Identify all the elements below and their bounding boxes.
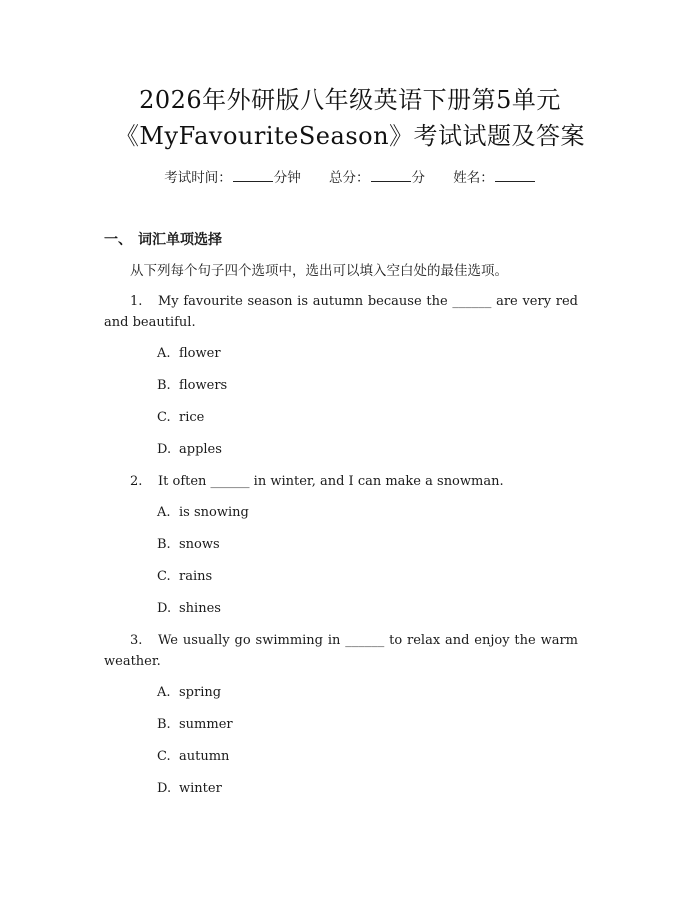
option-text: rains — [179, 569, 213, 584]
question-1-option-a — [157, 344, 221, 364]
exam-time-blank — [233, 169, 273, 182]
question-2-option-b — [157, 535, 220, 555]
exam-meta-row — [0, 168, 700, 188]
section-title: 词汇单项选择 — [138, 232, 222, 248]
question-2 — [104, 471, 578, 492]
option-letter: D. — [157, 442, 172, 457]
question-1-text: My favourite season is autumn because the ______ are very red and beautiful. — [104, 294, 578, 330]
question-1-number: 1. — [130, 294, 143, 309]
option-text: flowers — [179, 378, 228, 393]
question-3 — [104, 630, 578, 672]
question-1-option-d — [157, 440, 222, 460]
question-1 — [104, 291, 578, 333]
option-text: rice — [179, 410, 205, 425]
option-letter: B. — [157, 717, 171, 732]
option-text: apples — [179, 442, 222, 457]
option-text: is snowing — [179, 505, 249, 520]
question-3-option-b — [157, 715, 233, 735]
option-text: spring — [179, 685, 222, 700]
option-letter: B. — [157, 378, 171, 393]
question-3-option-d — [157, 779, 222, 799]
question-2-option-a — [157, 503, 249, 523]
section-instruction: 从下列每个句子四个选项中，选出可以填入空白处的最佳选项。 — [130, 263, 508, 279]
total-score-field — [329, 168, 425, 188]
question-1-option-b — [157, 376, 227, 396]
option-text: flower — [179, 346, 221, 361]
section-number: 一、 — [104, 232, 132, 248]
option-letter: A. — [157, 505, 171, 520]
student-name-blank — [495, 169, 535, 182]
option-text: summer — [179, 717, 233, 732]
section-heading — [104, 230, 222, 250]
question-1-option-c — [157, 408, 204, 428]
option-letter: A. — [157, 346, 171, 361]
total-score-label: 总分： — [329, 170, 370, 186]
option-letter: D. — [157, 781, 172, 796]
page-title-line-1: 2026年外研版八年级英语下册第5单元 — [139, 86, 561, 114]
option-text: autumn — [179, 749, 230, 764]
option-letter: A. — [157, 685, 171, 700]
question-2-number: 2. — [130, 474, 143, 489]
question-3-text: We usually go swimming in ______ to relax and enjoy the warm weather. — [104, 633, 578, 669]
exam-time-field — [164, 168, 301, 188]
question-2-option-d — [157, 599, 221, 619]
option-letter: C. — [157, 749, 171, 764]
option-letter: C. — [157, 410, 171, 425]
option-text: winter — [179, 781, 222, 796]
option-letter: B. — [157, 537, 171, 552]
option-letter: C. — [157, 569, 171, 584]
question-3-option-c — [157, 747, 229, 767]
question-3-number: 3. — [130, 633, 143, 648]
question-2-text: It often ______ in winter, and I can make a snowman. — [158, 474, 504, 489]
exam-time-label: 考试时间： — [164, 170, 232, 186]
option-text: snows — [179, 537, 220, 552]
option-text: shines — [179, 601, 221, 616]
student-name-label: 姓名： — [453, 170, 494, 186]
page-title-line-2: 《MyFavouriteSeason》考试试题及答案 — [114, 122, 586, 150]
total-score-blank — [371, 169, 411, 182]
total-score-unit: 分 — [411, 170, 425, 186]
question-3-option-a — [157, 683, 221, 703]
option-letter: D. — [157, 601, 172, 616]
exam-time-unit: 分钟 — [273, 170, 301, 186]
student-name-field — [453, 168, 536, 188]
question-2-option-c — [157, 567, 212, 587]
